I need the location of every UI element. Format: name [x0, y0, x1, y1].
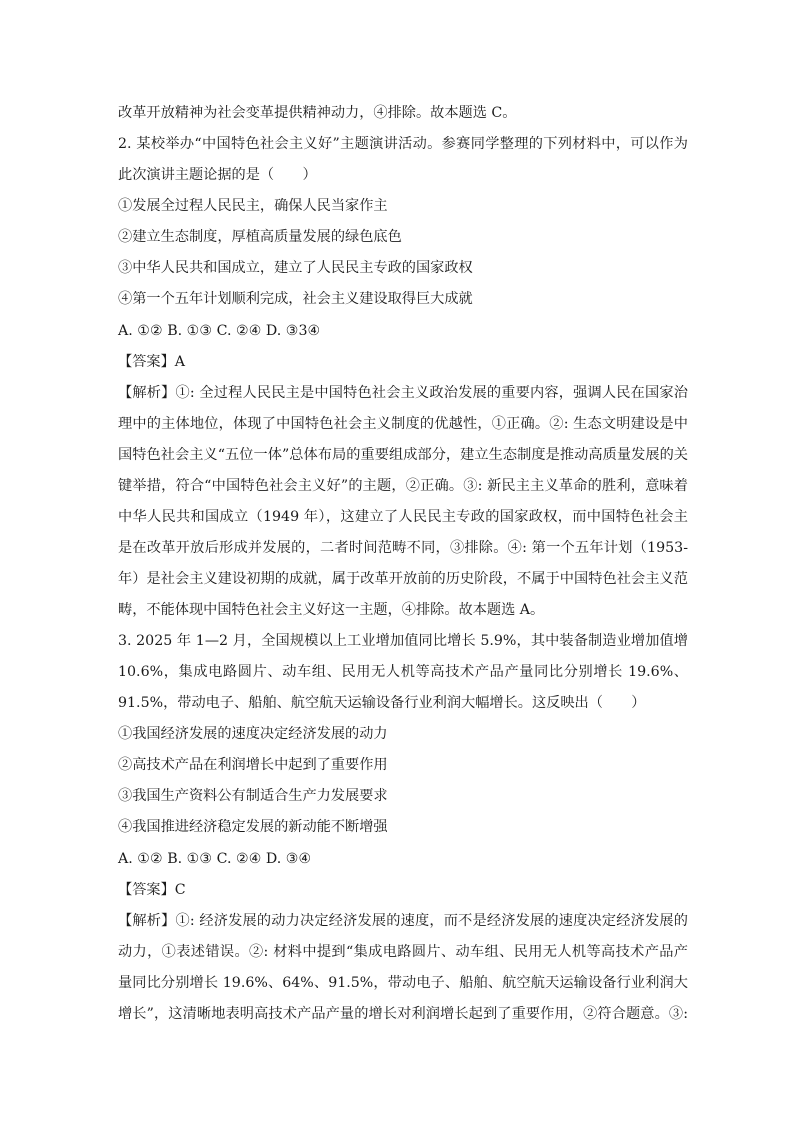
answer-choices: A. ①② B. ①③ C. ②④ D. ③④	[118, 851, 312, 867]
option-1: ①我国经济发展的速度决定经济发展的动力	[118, 726, 388, 742]
analysis-line: 【解析】①: 全过程人民民主是中国特色社会主义政治发展的重要内容，强调人民在国家治	[118, 385, 688, 401]
analysis-line: 键举措，符合“中国特色社会主义好”的主题，②正确。③: 新民主主义革命的胜利，意味着	[118, 478, 688, 494]
analysis-line: 是在改革开放后形成并发展的，二者时间范畴不同，③排除。④: 第一个五年计划（1953-	[118, 540, 688, 556]
analysis-line: 【解析】①: 经济发展的动力决定经济发展的速度，而不是经济发展的速度决定经济发展的	[118, 913, 688, 929]
answer-choices: A. ①② B. ①③ C. ②④ D. ③3④	[118, 323, 321, 339]
analysis-line: 畴，不能体现中国特色社会主义好这一主题，④排除。故本题选 A。	[118, 602, 545, 618]
answer-label: 【答案】C	[118, 882, 186, 898]
analysis-line: 年）是社会主义建设初期的成就，属于改革开放前的历史阶段，不属于中国特色社会主义范	[118, 571, 688, 587]
question-3-stem-line: 10.6%，集成电路圆片、动车组、民用无人机等高技术产品产量同比分别增长 19.6%、	[118, 664, 688, 680]
option-3: ③中华人民共和国成立，建立了人民民主专政的国家政权	[118, 260, 473, 276]
analysis-line: 量同比分别增长 19.6%、64%、91.5%，带动电子、船舶、航空航天运输设备行业利润大	[118, 975, 688, 991]
analysis-line: 理中的主体地位，体现了中国特色社会主义制度的优越性，①正确。②: 生态文明建设是中	[118, 416, 688, 432]
analysis-line: 国特色社会主义“五位一体”总体布局的重要组成部分，建立生态制度是推动高质量发展的关	[118, 447, 688, 463]
option-2: ②建立生态制度，厚植高质量发展的绿色底色	[118, 229, 402, 245]
analysis-line: 增长”，这清晰地表明高技术产品产量的增长对利润增长起到了重要作用，②符合题意。③:	[118, 1006, 688, 1022]
analysis-line: 动力，①表述错误。②: 材料中提到“集成电路圆片、动车组、民用无人机等高技术产品产	[118, 944, 688, 960]
option-4: ④我国推进经济稳定发展的新动能不断增强	[118, 819, 388, 835]
question-3-stem-line: 3. 2025 年 1—2 月，全国规模以上工业增加值同比增长 5.9%，其中装备制造业增加值增	[118, 633, 688, 649]
option-4: ④第一个五年计划顺利完成，社会主义建设取得巨大成就	[118, 291, 473, 307]
question-2-stem-line: 此次演讲主题论据的是（ ）	[118, 167, 317, 183]
text-line: 改革开放精神为社会变革提供精神动力，④排除。故本题选 C。	[118, 105, 517, 121]
option-2: ②高技术产品在利润增长中起到了重要作用	[118, 757, 388, 773]
analysis-line: 中华人民共和国成立（1949 年），这建立了人民民主专政的国家政权，而中国特色社会主	[118, 509, 688, 525]
question-2-stem-line: 2. 某校举办“中国特色社会主义好”主题演讲活动。参赛同学整理的下列材料中，可以作为	[118, 136, 688, 152]
question-3-stem-line: 91.5%，带动电子、船舶、航空航天运输设备行业利润大幅增长。这反映出（ ）	[118, 695, 646, 711]
answer-label: 【答案】A	[118, 354, 185, 370]
option-3: ③我国生产资料公有制适合生产力发展要求	[118, 788, 388, 804]
option-1: ①发展全过程人民民主，确保人民当家作主	[118, 198, 388, 214]
